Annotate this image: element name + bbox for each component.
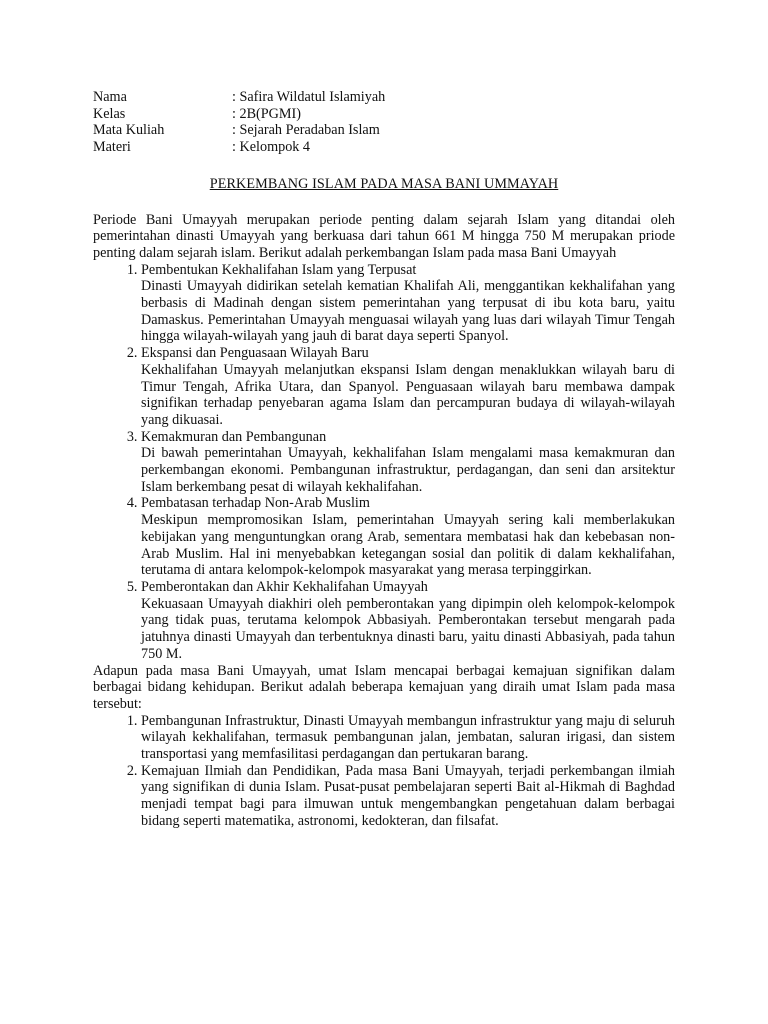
list-item-body: Kekhalifahan Umayyah melanjutkan ekspansi Islam dengan menaklukkan wilayah baru di Timur Tengah, Afrika Utara, dan Spanyol. Penguasaan wilayah baru membawa dampak signifikan terhadap penyebaran agama Islam dan percampuran budaya di wilayah-wilayah yang dikuasai.: [141, 361, 675, 428]
identity-value: : Sejarah Peradaban Islam: [232, 122, 380, 139]
list-item: [141, 579, 675, 663]
list-item: [141, 262, 675, 346]
list-item-text: 1. Pembangunan Infrastruktur, Dinasti Umayyah membangun infrastruktur yang maju di seluruh wilayah kekhalifahan, termasuk pembangunan jalan, jembatan, saluran irigasi, dan sistem transportasi yang memfasilitasi perdagangan dan pertukaran barang.: [141, 712, 675, 763]
identity-value: : Safira Wildatul Islamiyah: [232, 89, 386, 105]
identity-table: [93, 89, 675, 156]
identity-key: Kelas: [93, 105, 126, 122]
list-item: [141, 495, 675, 579]
achievements-list: [93, 713, 675, 830]
list-item-heading: 4. Pembatasan terhadap Non-Arab Muslim: [141, 495, 370, 512]
identity-key: Mata Kuliah: [93, 122, 165, 139]
list-item-body: Dinasti Umayyah didirikan setelah kematian Khalifah Ali, menggantikan kekhalifahan yang berbasis di Madinah dengan sistem pemerintahan yang terpusat di ibu kota baru, yaitu Damaskus. Pemerintahan Umayyah menguasai wilayah yang luas dari wilayah Timur Tengah hingga wilayah-wilayah yang jauh di barat daya seperti Spanyol.: [141, 278, 675, 345]
document-title: PERKEMBANG ISLAM PADA MASA BANI UMMAYAH: [209, 175, 559, 192]
intro-paragraph: Periode Bani Umayyah merupakan periode penting dalam sejarah Islam yang ditandai oleh pemerintahan dinasti Umayyah yang berkuasa dari tahun 661 M hingga 750 M merupakan priode penting dalam sejarah islam. Berikut adalah perkembangan Islam pada masa Bani Umayyah: [93, 211, 675, 261]
identity-key: Nama: [93, 89, 127, 105]
list-item-text: 2. Kemajuan Ilmiah dan Pendidikan, Pada masa Bani Umayyah, terjadi perkembangan ilmiah yang signifikan di dunia Islam. Pusat-pusat pembelajaran seperti Bait al-Hikmah di Baghdad menjadi tempat bagi para ilmuwan untuk mengembangkan pengetahuan dalam berbagai bidang seperti matematika, astronomi, kedokteran, dan filsafat.: [141, 762, 675, 829]
identity-row-nama: [93, 89, 675, 106]
development-list: [93, 262, 675, 663]
identity-value: : 2B(PGMI): [232, 105, 301, 122]
identity-row-kelas: [93, 106, 675, 123]
identity-row-mata-kuliah: [93, 122, 675, 139]
list-item-body: Di bawah pemerintahan Umayyah, kekhalifahan Islam mengalami masa kemakmuran dan perkembangan ekonomi. Pembangunan infrastruktur, perdagangan, dan seni dan arsitektur Islam berkembang pesat di wilayah kekhalifahan.: [141, 445, 675, 495]
list-item: [141, 429, 675, 496]
identity-key: Materi: [93, 139, 131, 156]
list-item-body: Kekuasaan Umayyah diakhiri oleh pemberontakan yang dipimpin oleh kelompok-kelompok yang tidak puas, terutama kelompok Abbasiyah. Pemberontakan tersebut mengarah pada jatuhnya dinasti Umayyah dan terbentuknya dinasti baru, yaitu dinasti Abbasiyah, pada tahun 750 M.: [141, 595, 675, 662]
achievements-paragraph: Adapun pada masa Bani Umayyah, umat Islam mencapai berbagai kemajuan signifikan dalam berbagai bidang kehidupan. Berikut adalah beberapa kemajuan yang diraih umat Islam pada masa tersebut:: [93, 662, 675, 712]
document-content: [93, 89, 675, 830]
list-item-heading: 3. Kemakmuran dan Pembangunan: [141, 428, 327, 445]
list-item-body: Meskipun mempromosikan Islam, pemerintahan Umayyah sering kali memberlakukan kebijakan yang menguntungkan orang Arab, sementara membatasi hak dan kebebasan non-Arab Muslim. Hal ini menyebabkan ketegangan sosial dan politik di dalam kekhalifahan, terutama di antara kelompok-kelompok masyarakat yang merasa terpinggirkan.: [141, 512, 675, 579]
list-item-heading: 2. Ekspansi dan Penguasaan Wilayah Baru: [141, 345, 369, 362]
list-item-heading: 5. Pemberontakan dan Akhir Kekhalifahan Umayyah: [141, 578, 428, 595]
list-item: [141, 763, 675, 830]
list-item: [141, 713, 675, 763]
identity-value: : Kelompok 4: [232, 139, 311, 156]
list-item: [141, 345, 675, 429]
list-item-heading: 1. Pembentukan Kekhalifahan Islam yang Terpusat: [141, 261, 417, 278]
identity-row-materi: [93, 139, 675, 156]
